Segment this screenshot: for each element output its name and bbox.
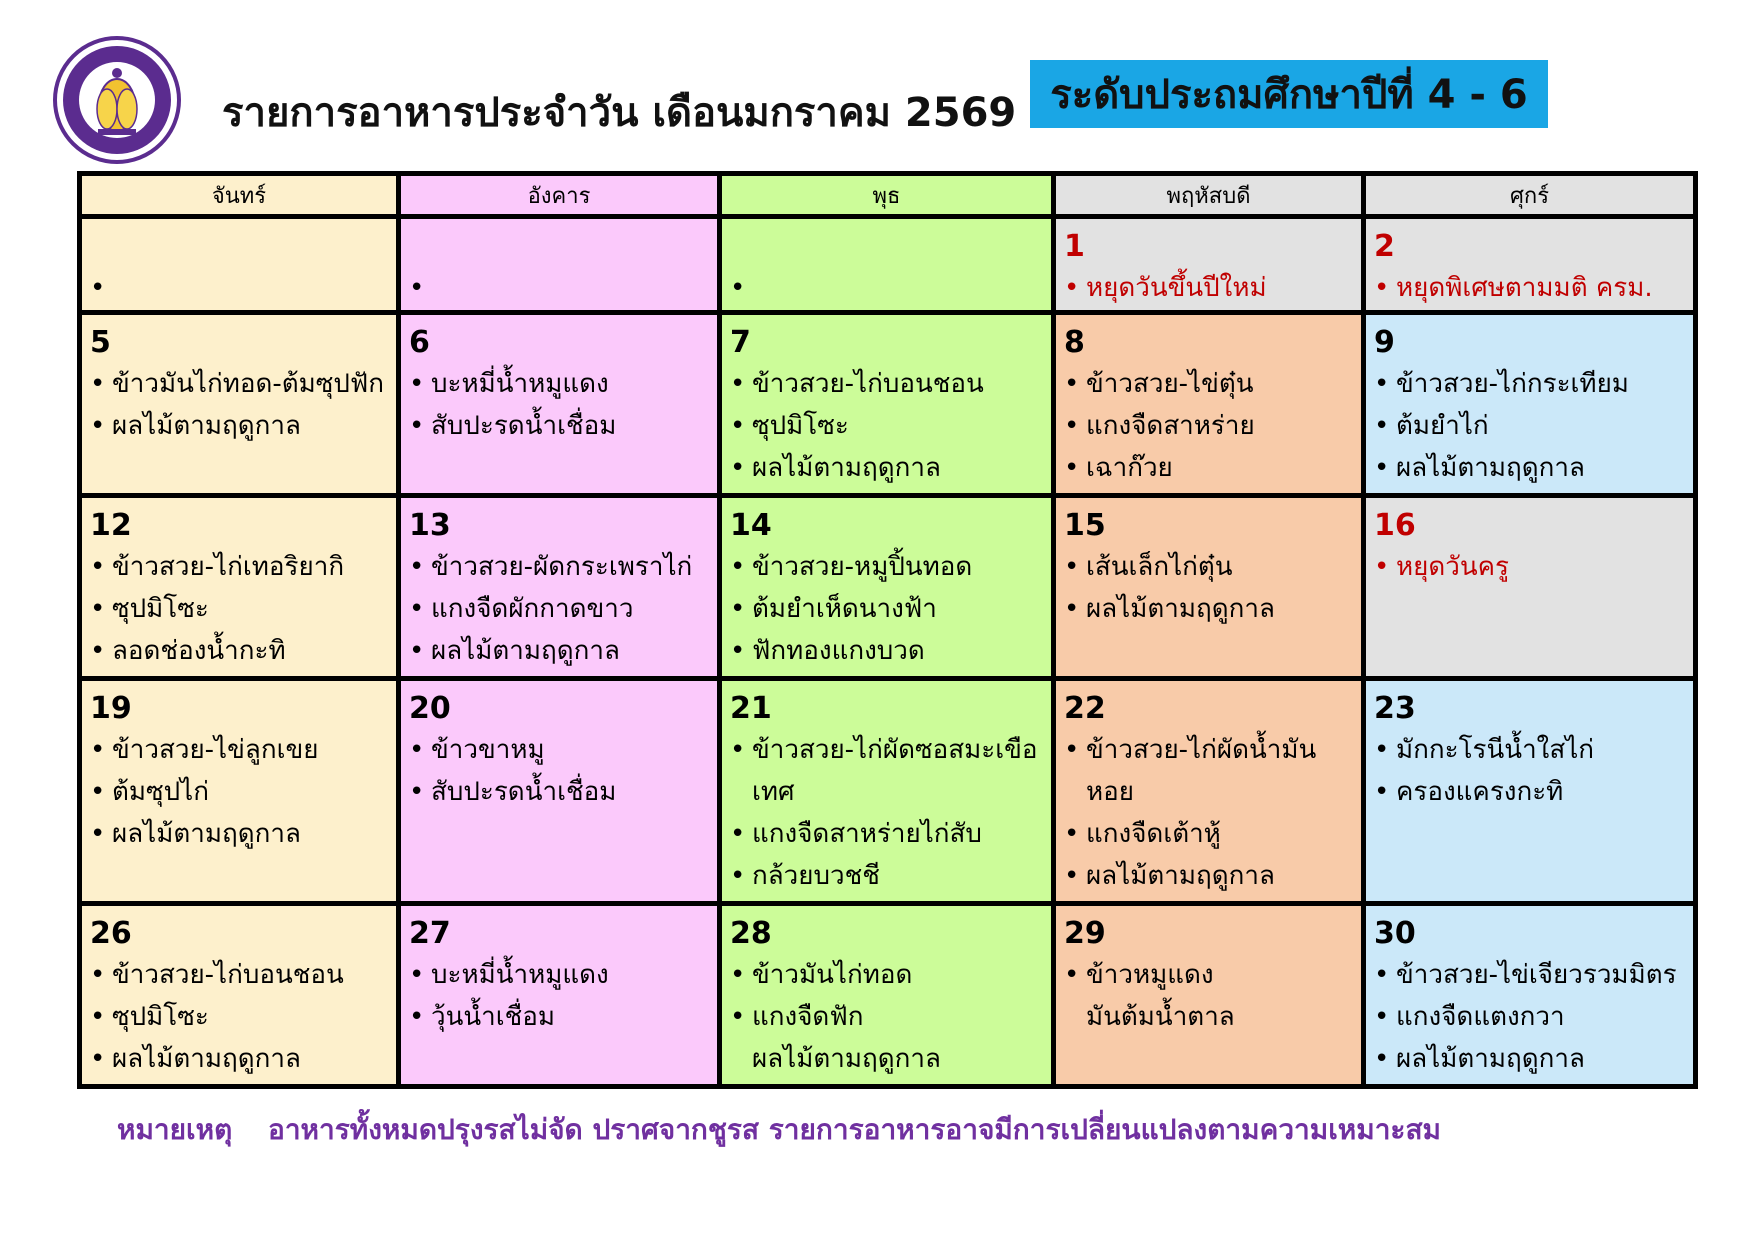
menu-item-text: ข้าวสวย-ไก่บอนชอน [752, 369, 984, 399]
bullet-icon: • [730, 552, 746, 582]
menu-items-list [730, 546, 1043, 672]
menu-item [90, 267, 388, 309]
day-number: 19 [90, 691, 132, 726]
bullet-icon: • [1064, 594, 1080, 624]
day-number: 29 [1064, 916, 1106, 951]
menu-item-text: ข้าวมันไก่ทอด-ต้มซุปฟัก [112, 369, 385, 399]
menu-items-list [409, 363, 709, 447]
bullet-icon: • [90, 1002, 106, 1032]
menu-items-list [90, 546, 388, 672]
day-number: 5 [90, 325, 111, 360]
day-cell-thursday [1054, 904, 1364, 1087]
header-tuesday: อังคาร [399, 174, 720, 217]
menu-item-text: ข้าวสวย-ไก่กระเทียม [1396, 369, 1629, 399]
week-row [80, 313, 1696, 496]
menu-item-text: กล้วยบวชชี [752, 861, 880, 891]
menu-item-text: ข้าวสวย-ไก่ผัดซอสมะเขือ [752, 735, 1038, 765]
bullet-icon: • [90, 1044, 106, 1074]
menu-item-text: ข้าวสวย-ไข่ลูกเขย [112, 735, 319, 765]
bullet-icon: • [1064, 552, 1080, 582]
menu-item [90, 630, 388, 672]
menu-item-text: เส้นเล็กไก่ตุ๋น [1086, 552, 1233, 582]
menu-item-text: หยุดวันครู [1396, 552, 1509, 582]
bullet-icon: • [90, 369, 106, 399]
menu-item-text: ต้มยำไก่ [1396, 411, 1489, 441]
bullet-icon: • [730, 861, 746, 891]
bullet-icon: • [1374, 453, 1390, 483]
menu-item-text: ข้าวขาหมู [431, 735, 545, 765]
day-cell-wednesday [720, 904, 1054, 1087]
bullet-icon: • [1374, 273, 1390, 303]
menu-item-text: มักกะโรนีน้ำใสไก่ [1396, 735, 1595, 765]
day-number: 30 [1374, 916, 1416, 951]
day-cell-thursday [1054, 679, 1364, 904]
menu-item-text: แกงจืดเต้าหู้ [1086, 819, 1221, 849]
menu-item-text: ผลไม้ตามฤดูกาล [1086, 594, 1275, 624]
bullet-icon: • [90, 594, 106, 624]
bullet-icon: • [409, 273, 425, 303]
day-cell-tuesday [399, 313, 720, 496]
menu-item [409, 405, 709, 447]
day-cell-tuesday [399, 496, 720, 679]
header-monday: จันทร์ [80, 174, 399, 217]
day-cell-wednesday [720, 217, 1054, 313]
menu-item-text: หยุดวันขึ้นปีใหม่ [1086, 273, 1267, 303]
menu-item [730, 588, 1043, 630]
menu-item [1064, 771, 1353, 813]
menu-item [1064, 729, 1353, 771]
menu-item [409, 630, 709, 672]
menu-item-text: ครองแครงกะทิ [1396, 777, 1564, 807]
day-cell-tuesday [399, 217, 720, 313]
bullet-icon: • [1374, 369, 1390, 399]
menu-items-list [1374, 546, 1685, 588]
bullet-icon: • [730, 636, 746, 666]
menu-items-list [730, 954, 1043, 1080]
menu-item [1064, 855, 1353, 897]
menu-item [90, 588, 388, 630]
menu-items-list [90, 954, 388, 1080]
menu-item [1374, 405, 1685, 447]
menu-item-text: แกงจืดฟัก [752, 1002, 864, 1032]
bullet-icon: • [90, 411, 106, 441]
menu-item [730, 954, 1043, 996]
day-cell-friday [1364, 496, 1696, 679]
bullet-icon: • [730, 411, 746, 441]
menu-item [90, 729, 388, 771]
day-number: 26 [90, 916, 132, 951]
header-wednesday: พุธ [720, 174, 1054, 217]
bullet-icon: • [90, 273, 106, 303]
menu-item-text: บะหมี่น้ำหมูแดง [431, 369, 609, 399]
bullet-icon: • [1064, 411, 1080, 441]
menu-items-list [1064, 954, 1353, 1038]
menu-items-list [1374, 267, 1685, 309]
menu-item [730, 729, 1043, 771]
day-cell-friday [1364, 313, 1696, 496]
menu-item-text: ข้าวสวย-ไก่บอนชอน [112, 960, 344, 990]
menu-items-list [90, 729, 388, 855]
bullet-icon: • [90, 819, 106, 849]
menu-item [409, 267, 709, 309]
menu-item [730, 996, 1043, 1038]
menu-item-text: แกงจืดสาหร่ายไก่สับ [752, 819, 982, 849]
bullet-icon: • [409, 735, 425, 765]
bullet-icon: • [1374, 777, 1390, 807]
menu-item [90, 954, 388, 996]
bullet-icon: • [409, 552, 425, 582]
menu-item-text: ผลไม้ตามฤดูกาล [1396, 453, 1585, 483]
week-row [80, 217, 1696, 313]
bullet-icon: • [90, 735, 106, 765]
menu-items-list [730, 267, 1043, 309]
menu-item-text: หยุดพิเศษตามมติ ครม. [1396, 273, 1653, 303]
menu-item [1374, 447, 1685, 489]
day-cell-thursday [1054, 496, 1364, 679]
menu-item-text: ข้าวสวย-หมูปิ้นทอด [752, 552, 973, 582]
menu-item [730, 447, 1043, 489]
menu-item [1374, 954, 1685, 996]
menu-item [90, 363, 388, 405]
menu-items-list [90, 267, 388, 309]
day-number: 20 [409, 691, 451, 726]
menu-item-text: ข้าวสวย-ไข่ตุ๋น [1086, 369, 1254, 399]
menu-item-text: ข้าวสวย-ไก่เทอริยากิ [112, 552, 345, 582]
bullet-icon: • [1374, 411, 1390, 441]
day-number: 12 [90, 508, 132, 543]
bullet-icon: • [730, 453, 746, 483]
day-cell-friday [1364, 679, 1696, 904]
menu-item-text: ผลไม้ตามฤดูกาล [112, 819, 301, 849]
day-cell-monday [80, 217, 399, 313]
menu-item [1064, 546, 1353, 588]
day-number: 2 [1374, 229, 1395, 264]
bullet-icon: • [409, 636, 425, 666]
week-row [80, 496, 1696, 679]
bullet-icon: • [90, 960, 106, 990]
menu-items-list [90, 363, 388, 447]
day-cell-friday [1364, 904, 1696, 1087]
week-row [80, 904, 1696, 1087]
menu-item-text: หอย [1086, 777, 1134, 807]
bullet-icon: • [409, 960, 425, 990]
weekday-header-row [80, 174, 1696, 217]
menu-item-text: ลอดช่องน้ำกะทิ [112, 636, 286, 666]
day-number: 1 [1064, 229, 1085, 264]
menu-items-list [1064, 729, 1353, 897]
menu-item-text: วุ้นน้ำเชื่อม [431, 1002, 556, 1032]
day-cell-monday [80, 679, 399, 904]
menu-item [409, 546, 709, 588]
menu-items-list [1064, 546, 1353, 630]
bullet-icon: • [730, 594, 746, 624]
bullet-icon: • [409, 777, 425, 807]
bullet-icon: • [730, 273, 746, 303]
menu-items-list [1064, 267, 1353, 309]
menu-item [409, 771, 709, 813]
bullet-icon: • [1374, 735, 1390, 765]
day-cell-tuesday [399, 904, 720, 1087]
day-number [90, 227, 388, 267]
menu-items-list [1374, 729, 1685, 813]
menu-item [730, 630, 1043, 672]
menu-item [730, 813, 1043, 855]
day-number: 7 [730, 325, 751, 360]
day-cell-wednesday [720, 496, 1054, 679]
day-cell-monday [80, 313, 399, 496]
menu-item-text: สับปะรดน้ำเชื่อม [431, 411, 617, 441]
bullet-icon: • [730, 369, 746, 399]
footnote-text: อาหารทั้งหมดปรุงรสไม่จัด ปราศจากชูรส รายการอาหารอาจมีการเปลี่ยนแปลงตามความเหมาะสม [268, 1113, 1442, 1146]
menu-item-text: ผลไม้ตามฤดูกาล [112, 1044, 301, 1074]
bullet-icon: • [1374, 960, 1390, 990]
bullet-icon: • [1064, 960, 1080, 990]
day-number: 15 [1064, 508, 1106, 543]
bullet-icon: • [1064, 819, 1080, 849]
bullet-icon: • [1374, 552, 1390, 582]
bullet-icon: • [1064, 735, 1080, 765]
menu-item-text: ผลไม้ตามฤดูกาล [112, 411, 301, 441]
day-number: 27 [409, 916, 451, 951]
grade-level-badge: ระดับประถมศึกษาปีที่ 4 - 6 [1030, 60, 1548, 128]
menu-item [1064, 813, 1353, 855]
menu-items-list [1374, 954, 1685, 1080]
day-cell-thursday [1054, 313, 1364, 496]
day-number: 21 [730, 691, 772, 726]
menu-items-list [1064, 363, 1353, 489]
bullet-icon: • [1064, 369, 1080, 399]
bullet-icon: • [1374, 1044, 1390, 1074]
day-number: 14 [730, 508, 772, 543]
menu-item [1374, 996, 1685, 1038]
bullet-icon: • [409, 594, 425, 624]
menu-item-text: ข้าวสวย-ไข่เจียวรวมมิตร [1396, 960, 1677, 990]
menu-item-text: ข้าวมันไก่ทอด [752, 960, 913, 990]
menu-item [1064, 954, 1353, 996]
menu-item-text: สับปะรดน้ำเชื่อม [431, 777, 617, 807]
menu-item-text: เฉาก๊วย [1086, 453, 1173, 483]
menu-item [90, 1038, 388, 1080]
menu-item [90, 405, 388, 447]
menu-item [1064, 996, 1353, 1038]
menu-item-text: ผลไม้ตามฤดูกาล [1086, 861, 1275, 891]
menu-item [730, 771, 1043, 813]
menu-item-text: ซุปมิโซะ [112, 1002, 209, 1032]
menu-items-list [1374, 363, 1685, 489]
bullet-icon: • [90, 552, 106, 582]
menu-item-text: ข้าวสวย-ผัดกระเพราไก่ [431, 552, 693, 582]
menu-item [1374, 546, 1685, 588]
menu-item [1374, 729, 1685, 771]
menu-item-text: ผลไม้ตามฤดูกาล [1396, 1044, 1585, 1074]
bullet-icon: • [1374, 1002, 1390, 1032]
menu-item-text: ซุปมิโซะ [112, 594, 209, 624]
menu-item-text: ฟักทองแกงบวด [752, 636, 925, 666]
menu-item [409, 729, 709, 771]
bullet-icon: • [409, 1002, 425, 1032]
menu-item-text: แกงจืดแตงกวา [1396, 1002, 1565, 1032]
day-cell-monday [80, 904, 399, 1087]
menu-items-list [730, 363, 1043, 489]
menu-item-text: ต้มซุปไก่ [112, 777, 209, 807]
menu-item [90, 813, 388, 855]
menu-item [1374, 267, 1685, 309]
menu-item [409, 954, 709, 996]
menu-items-list [730, 729, 1043, 897]
menu-item [730, 267, 1043, 309]
bullet-icon: • [730, 735, 746, 765]
menu-item [90, 771, 388, 813]
menu-item-text: ต้มยำเห็ดนางฟ้า [752, 594, 937, 624]
menu-item [409, 363, 709, 405]
menu-item-text: แกงจืดสาหร่าย [1086, 411, 1255, 441]
menu-item [409, 996, 709, 1038]
day-cell-wednesday [720, 679, 1054, 904]
day-number: 9 [1374, 325, 1395, 360]
menu-item-text: ข้าวหมูแดง [1086, 960, 1214, 990]
footnote [117, 1108, 1441, 1152]
day-number: 22 [1064, 691, 1106, 726]
bullet-icon: • [90, 636, 106, 666]
menu-item [1064, 405, 1353, 447]
menu-item [1374, 771, 1685, 813]
menu-item-text: มันต้มน้ำตาล [1086, 1002, 1235, 1032]
bullet-icon: • [730, 1002, 746, 1032]
menu-item-text: ผลไม้ตามฤดูกาล [431, 636, 620, 666]
header-thursday: พฤหัสบดี [1054, 174, 1364, 217]
menu-item [409, 588, 709, 630]
menu-item-text: ซุปมิโซะ [752, 411, 849, 441]
menu-item [730, 363, 1043, 405]
school-logo [52, 35, 182, 165]
bullet-icon: • [90, 777, 106, 807]
header-friday: ศุกร์ [1364, 174, 1696, 217]
day-number [730, 227, 1043, 267]
menu-item [1064, 588, 1353, 630]
day-cell-thursday [1054, 217, 1364, 313]
day-number: 28 [730, 916, 772, 951]
menu-item-text: ผลไม้ตามฤดูกาล [752, 1044, 941, 1074]
footnote-label: หมายเหตุ [117, 1113, 233, 1146]
day-number: 8 [1064, 325, 1085, 360]
menu-item [90, 546, 388, 588]
menu-items-list [409, 954, 709, 1038]
day-number: 16 [1374, 508, 1416, 543]
menu-item-text: ข้าวสวย-ไก่ผัดน้ำมัน [1086, 735, 1317, 765]
menu-item [1374, 363, 1685, 405]
menu-item [1064, 267, 1353, 309]
day-cell-wednesday [720, 313, 1054, 496]
menu-item [1374, 1038, 1685, 1080]
menu-item-text: บะหมี่น้ำหมูแดง [431, 960, 609, 990]
menu-item [730, 405, 1043, 447]
menu-item-text: แกงจืดผักกาดขาว [431, 594, 634, 624]
menu-items-list [409, 729, 709, 813]
menu-item [730, 855, 1043, 897]
day-cell-friday [1364, 217, 1696, 313]
day-number: 13 [409, 508, 451, 543]
menu-item [730, 546, 1043, 588]
menu-item [1064, 447, 1353, 489]
bullet-icon: • [730, 819, 746, 849]
day-number: 6 [409, 325, 430, 360]
bullet-icon: • [409, 411, 425, 441]
bullet-icon: • [409, 369, 425, 399]
bullet-icon: • [1064, 453, 1080, 483]
week-row [80, 679, 1696, 904]
day-cell-tuesday [399, 679, 720, 904]
bullet-icon: • [730, 960, 746, 990]
menu-item [730, 1038, 1043, 1080]
day-number: 23 [1374, 691, 1416, 726]
menu-item-text: ผลไม้ตามฤดูกาล [752, 453, 941, 483]
menu-item [90, 996, 388, 1038]
bullet-icon: • [1064, 273, 1080, 303]
bullet-icon: • [1064, 861, 1080, 891]
menu-item-text: เทศ [752, 777, 795, 807]
menu-calendar [77, 171, 1698, 1089]
menu-item [1064, 363, 1353, 405]
day-number [409, 227, 709, 267]
menu-items-list [409, 546, 709, 672]
menu-items-list [409, 267, 709, 309]
day-cell-monday [80, 496, 399, 679]
page-title: รายการอาหารประจำวัน เดือนมกราคม 2569 [222, 90, 1017, 136]
